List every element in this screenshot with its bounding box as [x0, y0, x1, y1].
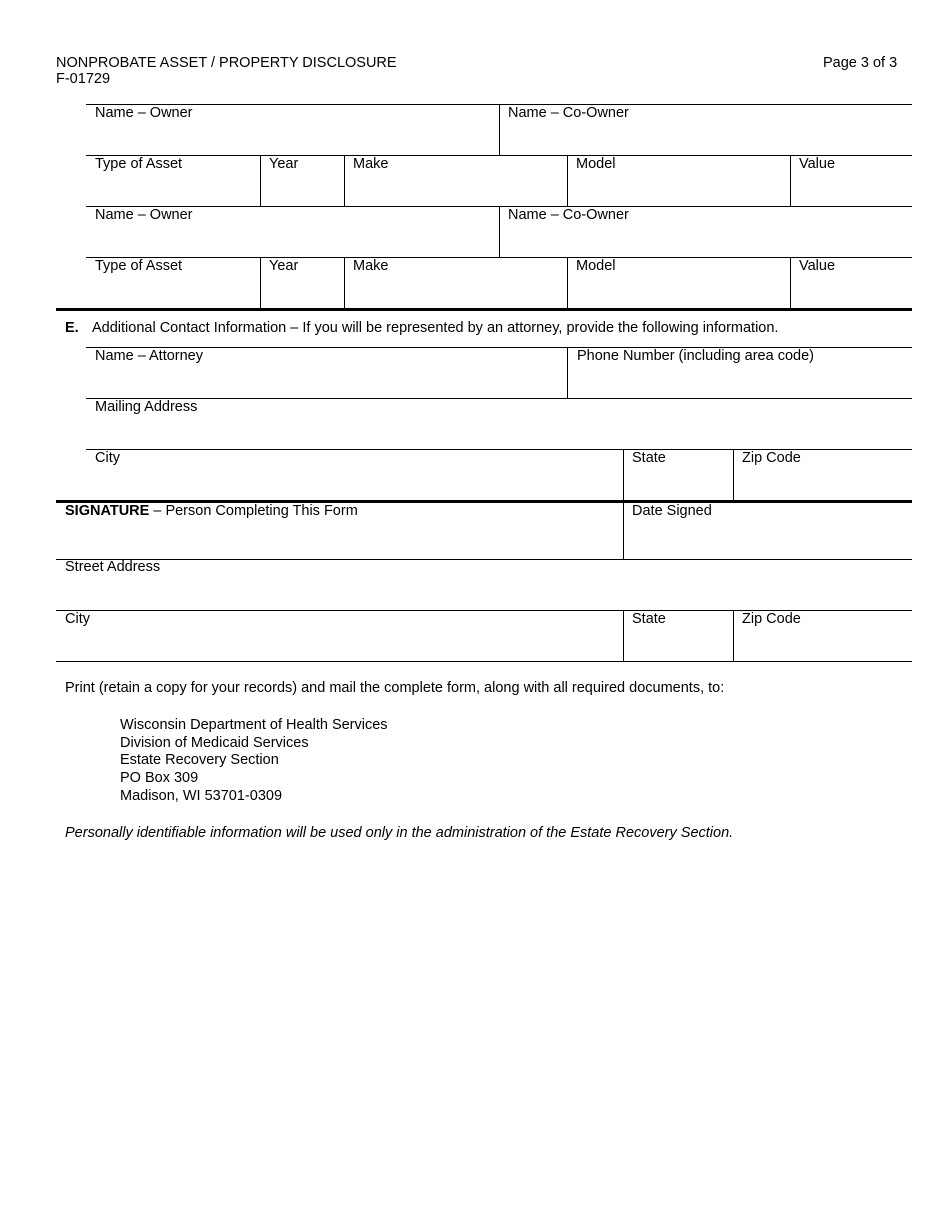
asset-type-field-2[interactable] [87, 276, 259, 307]
form-number: F-01729 [56, 71, 111, 87]
owner-name-label: Name – Owner [95, 207, 193, 223]
mailing-address-label: Mailing Address [95, 399, 198, 415]
value-field-2[interactable] [791, 276, 911, 307]
owner-name-field-1[interactable] [87, 123, 498, 154]
address-line: Division of Medicaid Services [120, 734, 309, 751]
date-signed-label: Date Signed [632, 503, 712, 519]
divider [56, 661, 912, 662]
owner-name-field-2[interactable] [87, 225, 498, 256]
mailing-instructions: Print (retain a copy for your records) and mail the complete form, along with all required documents, to: [65, 680, 725, 696]
coowner-name-label: Name – Co-Owner [508, 105, 629, 121]
section-e-letter: E. [65, 320, 79, 336]
zip-code-label: Zip Code [742, 450, 801, 466]
section-e-title: Additional Contact Information – If you will be represented by an attorney, provide the following information. [92, 320, 779, 336]
address-line: PO Box 309 [120, 770, 199, 787]
asset-type-label: Type of Asset [95, 258, 183, 274]
year-label: Year [269, 258, 299, 274]
attorney-mailing-address-field[interactable] [87, 417, 911, 448]
year-label: Year [269, 156, 299, 172]
coowner-name-label: Name – Co-Owner [508, 207, 629, 223]
coowner-name-field-1[interactable] [500, 123, 911, 154]
value-label: Value [799, 258, 836, 274]
signature-field[interactable] [57, 521, 622, 558]
address-line: Estate Recovery Section [120, 752, 279, 769]
signer-state-field[interactable] [624, 629, 732, 660]
make-label: Make [353, 258, 389, 274]
zip-code-label: Zip Code [742, 611, 801, 627]
model-label: Model [576, 258, 616, 274]
mailing-address-block [120, 717, 388, 806]
phone-number-label: Phone Number (including area code) [577, 348, 814, 364]
divider [56, 559, 912, 560]
attorney-state-field[interactable] [624, 468, 732, 499]
make-field-2[interactable] [345, 276, 566, 307]
model-label: Model [576, 156, 616, 172]
form-title: NONPROBATE ASSET / PROPERTY DISCLOSURE [56, 55, 397, 71]
model-field-2[interactable] [568, 276, 789, 307]
city-label: City [65, 611, 90, 627]
attorney-zip-field[interactable] [734, 468, 911, 499]
asset-type-field-1[interactable] [87, 174, 259, 205]
privacy-notice: Personally identifiable information will be used only in the administration of the Estate Recovery Section. [65, 825, 734, 841]
signature-label-rest: – Person Completing This Form [149, 503, 358, 519]
city-label: City [95, 450, 120, 466]
page-indicator: Page 3 of 3 [823, 55, 898, 71]
attorney-phone-field[interactable] [568, 366, 911, 397]
year-field-2[interactable] [261, 276, 343, 307]
date-signed-field[interactable] [624, 521, 911, 558]
coowner-name-field-2[interactable] [500, 225, 911, 256]
state-label: State [632, 611, 666, 627]
address-line: Madison, WI 53701-0309 [120, 787, 283, 804]
street-address-field[interactable] [57, 577, 911, 609]
signer-zip-field[interactable] [734, 629, 911, 660]
attorney-name-label: Name – Attorney [95, 348, 203, 364]
signature-label [65, 503, 358, 520]
asset-type-label: Type of Asset [95, 156, 183, 172]
signature-label-bold: SIGNATURE [65, 503, 150, 519]
model-field-1[interactable] [568, 174, 789, 205]
divider [86, 257, 912, 258]
year-field-1[interactable] [261, 174, 343, 205]
state-label: State [632, 450, 666, 466]
signer-city-field[interactable] [57, 629, 622, 660]
street-address-label: Street Address [65, 559, 161, 575]
divider [86, 155, 912, 156]
attorney-city-field[interactable] [87, 468, 622, 499]
value-field-1[interactable] [791, 174, 911, 205]
make-label: Make [353, 156, 389, 172]
value-label: Value [799, 156, 836, 172]
section-divider [56, 308, 912, 311]
address-line: Wisconsin Department of Health Services [120, 717, 388, 733]
attorney-name-field[interactable] [87, 366, 566, 397]
divider [86, 398, 912, 399]
make-field-1[interactable] [345, 174, 566, 205]
owner-name-label: Name – Owner [95, 105, 193, 121]
